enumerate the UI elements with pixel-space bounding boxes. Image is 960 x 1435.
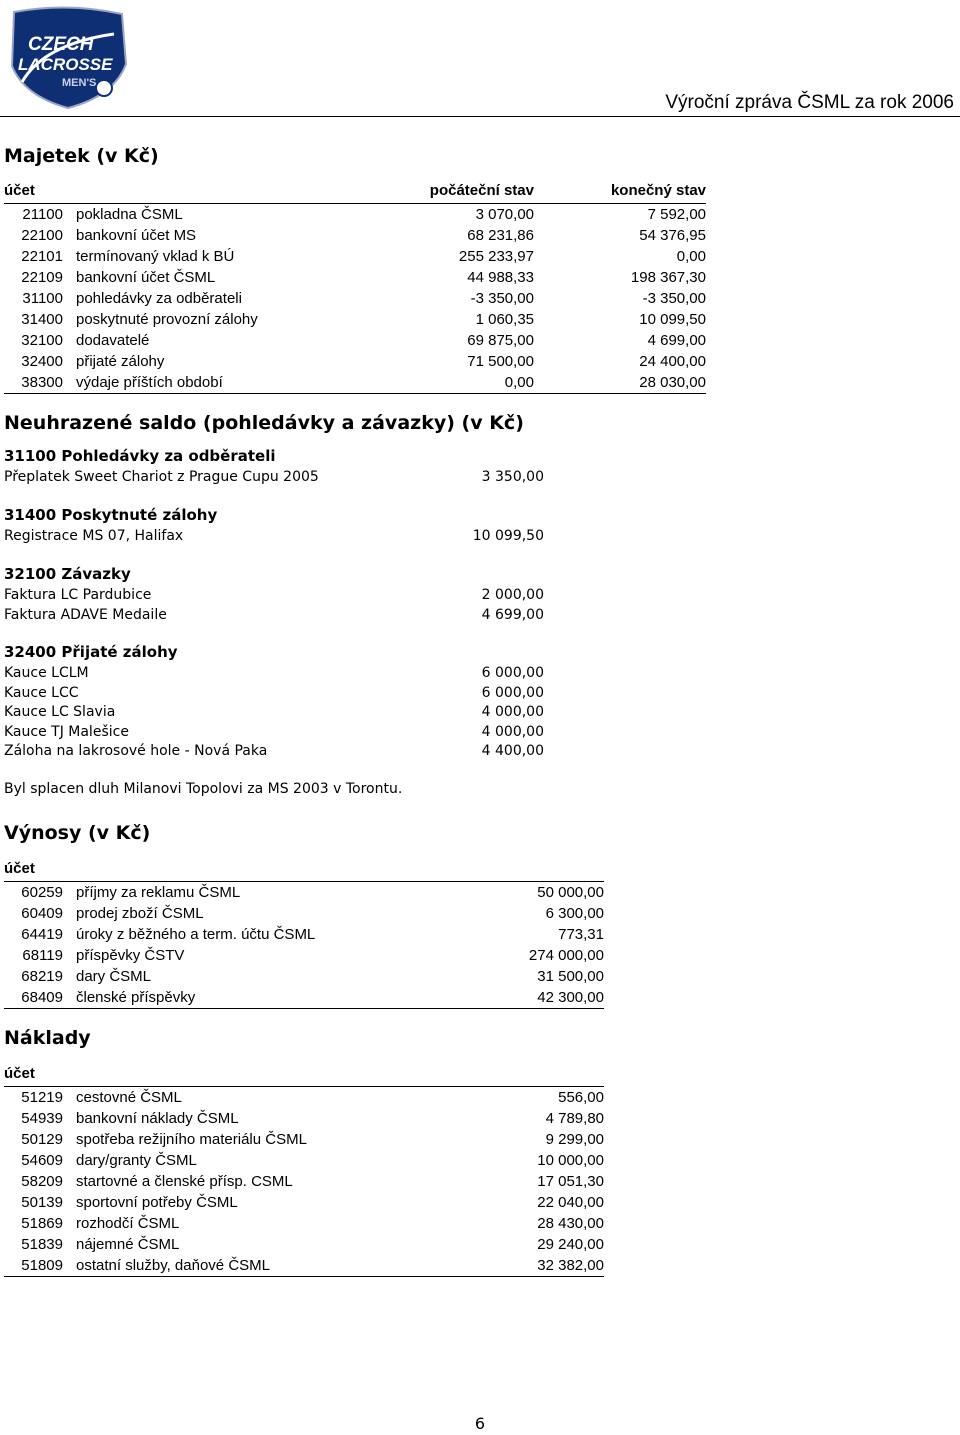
- saldo-item-amount: 6 000,00: [481, 665, 544, 681]
- account-code: 51869: [21, 1215, 63, 1232]
- saldo-item: [4, 467, 544, 487]
- account-code: 54609: [21, 1152, 63, 1169]
- account-code: 60259: [21, 884, 63, 901]
- account-code: 22101: [21, 248, 63, 265]
- saldo-title: Neuhrazené saldo (pohledávky a závazky) (v Kč): [4, 412, 524, 434]
- amount: 6 300,00: [545, 905, 604, 922]
- amount: 22 040,00: [537, 1194, 604, 1211]
- account-code: 60409: [21, 905, 63, 922]
- table-row: [4, 1087, 604, 1109]
- start-amount: 0,00: [354, 372, 534, 394]
- table-row: [4, 1255, 604, 1277]
- account-name: dary/granty ČSML: [76, 1152, 197, 1169]
- account-code: 22100: [21, 227, 63, 244]
- table-row: [4, 1192, 604, 1213]
- majetek-title: Majetek (v Kč): [4, 145, 159, 167]
- saldo-item: [4, 663, 544, 683]
- account-name: startovné a členské přísp. CSML: [76, 1173, 293, 1190]
- col-account: účet: [4, 178, 76, 204]
- account-name: rozhodčí ČSML: [76, 1215, 180, 1232]
- header-divider: [0, 116, 960, 117]
- account-name: bankovní účet ČSML: [76, 269, 216, 286]
- start-amount: 255 233,97: [458, 248, 534, 265]
- table-row: [4, 372, 706, 394]
- saldo-item: [4, 741, 544, 761]
- amount: 42 300,00: [414, 987, 604, 1009]
- amount: 773,31: [558, 926, 604, 943]
- account-name: dary ČSML: [76, 968, 152, 985]
- vynosy-header-row: [4, 856, 604, 882]
- saldo-group-head: 31400 Poskytnuté zálohy: [4, 506, 218, 524]
- account-code: 64419: [21, 926, 63, 943]
- amount: 29 240,00: [537, 1236, 604, 1253]
- saldo-group-head: 32400 Přijaté zálohy: [4, 643, 178, 661]
- end-amount: 4 699,00: [647, 332, 706, 349]
- saldo-item: [4, 702, 544, 722]
- account-code: 22109: [21, 269, 63, 286]
- table-row: [4, 267, 706, 288]
- amount: 17 051,30: [537, 1173, 604, 1190]
- account-name: výdaje příštích období: [76, 372, 354, 394]
- saldo-group-head: 31100 Pohledávky za odběrateli: [4, 447, 276, 465]
- saldo-item: [4, 683, 544, 703]
- saldo-item: [4, 722, 544, 742]
- account-name: úroky z běžného a term. účtu ČSML: [76, 926, 316, 943]
- table-row: [4, 1234, 604, 1255]
- naklady-header-row: [4, 1061, 604, 1087]
- account-name: bankovní účet MS: [76, 227, 197, 244]
- account-code: 31400: [21, 311, 63, 328]
- czech-lacrosse-logo: [4, 4, 132, 110]
- table-row: [4, 330, 706, 351]
- saldo-item-label: Faktura LC Pardubice: [4, 587, 152, 603]
- end-amount: 0,00: [676, 248, 706, 265]
- account-name: termínovaný vklad k BÚ: [76, 248, 235, 265]
- account-name: dodavatelé: [76, 332, 150, 349]
- account-name: příjmy za reklamu ČSML: [76, 884, 241, 901]
- account-name: nájemné ČSML: [76, 1236, 180, 1253]
- account-code: 54939: [21, 1110, 63, 1127]
- saldo-item-label: Kauce TJ Malešice: [4, 723, 129, 740]
- report-title: Výroční zpráva ČSML za rok 2006: [665, 92, 954, 113]
- saldo-item-amount: 2 000,00: [481, 587, 544, 603]
- amount: 556,00: [558, 1089, 604, 1106]
- col-account: účet: [4, 856, 76, 882]
- saldo-item-amount: 10 099,50: [472, 528, 544, 544]
- naklady-table: [4, 1061, 604, 1277]
- table-row: [4, 1213, 604, 1234]
- end-amount: -3 350,00: [642, 290, 706, 307]
- vynosy-title: Výnosy (v Kč): [4, 822, 151, 844]
- amount: 9 299,00: [545, 1131, 604, 1148]
- amount: 28 430,00: [537, 1215, 604, 1232]
- account-code: 51839: [21, 1236, 63, 1253]
- table-row: [4, 987, 604, 1009]
- end-amount: 24 400,00: [639, 353, 706, 370]
- end-amount: 54 376,95: [639, 227, 706, 244]
- table-row: [4, 882, 604, 904]
- amount: 10 000,00: [537, 1152, 604, 1169]
- vynosy-table: [4, 856, 604, 1009]
- naklady-title: Náklady: [4, 1027, 91, 1049]
- table-row: [4, 924, 604, 945]
- table-row: [4, 309, 706, 330]
- account-name: prodej zboží ČSML: [76, 905, 204, 922]
- table-row: [4, 1150, 604, 1171]
- col-end: konečný stav: [534, 178, 706, 204]
- amount: 4 789,80: [545, 1110, 604, 1127]
- amount: 32 382,00: [414, 1255, 604, 1277]
- account-code: 50139: [21, 1194, 63, 1211]
- start-amount: 68 231,86: [467, 227, 534, 244]
- amount: 31 500,00: [537, 968, 604, 985]
- account-code: 68219: [21, 968, 63, 985]
- saldo-item-amount: 6 000,00: [481, 684, 544, 701]
- table-row: [4, 903, 604, 924]
- account-name: cestovné ČSML: [76, 1089, 182, 1106]
- start-amount: 69 875,00: [467, 332, 534, 349]
- saldo-item: [4, 605, 544, 625]
- saldo-item-label: Přeplatek Sweet Chariot z Prague Cupu 2005: [4, 469, 319, 485]
- account-code: 50129: [21, 1131, 63, 1148]
- account-code: 51809: [4, 1255, 76, 1277]
- page-number: 6: [474, 1414, 486, 1433]
- account-code: 32400: [21, 353, 63, 370]
- account-code: 31100: [22, 290, 63, 307]
- saldo-item-amount: 4 400,00: [481, 743, 544, 760]
- logo-text-lacrosse: LACROSSE: [18, 55, 113, 74]
- saldo-item: [4, 526, 544, 546]
- col-start: počáteční stav: [354, 178, 534, 204]
- account-name: pohledávky za odběrateli: [76, 290, 242, 307]
- saldo-item-amount: 4 000,00: [481, 723, 544, 740]
- table-row: [4, 1108, 604, 1129]
- account-code: 51219: [21, 1089, 63, 1106]
- account-name: příspěvky ČSTV: [76, 947, 185, 964]
- table-row: [4, 945, 604, 966]
- table-row: [4, 246, 706, 267]
- majetek-table: [4, 178, 706, 394]
- end-amount: 28 030,00: [534, 372, 706, 394]
- account-code: 32100: [21, 332, 63, 349]
- saldo-item-label: Záloha na lakrosové hole - Nová Paka: [4, 743, 268, 760]
- account-name: spotřeba režijního materiálu ČSML: [76, 1131, 307, 1148]
- account-name: sportovní potřeby ČSML: [76, 1194, 238, 1211]
- amount: 50 000,00: [537, 884, 604, 901]
- account-name: přijaté zálohy: [76, 353, 165, 370]
- start-amount: 71 500,00: [467, 353, 534, 370]
- account-name: ostatní služby, daňové ČSML: [76, 1255, 414, 1277]
- table-row: [4, 288, 706, 309]
- col-account: účet: [4, 1061, 76, 1087]
- table-row: [4, 225, 706, 246]
- saldo-item-label: Kauce LCLM: [4, 665, 89, 681]
- account-code: 38300: [4, 372, 76, 394]
- saldo-item-amount: 4 699,00: [481, 606, 544, 623]
- account-name: pokladna ČSML: [76, 206, 183, 223]
- end-amount: 10 099,50: [639, 311, 706, 328]
- end-amount: 198 367,30: [630, 269, 706, 286]
- table-row: [4, 351, 706, 372]
- account-name: členské příspěvky: [76, 987, 414, 1009]
- saldo-item-label: Kauce LCC: [4, 684, 79, 701]
- start-amount: 3 070,00: [475, 206, 534, 223]
- account-name: poskytnuté provozní zálohy: [76, 311, 258, 328]
- table-row: [4, 1129, 604, 1150]
- start-amount: 1 060,35: [475, 311, 534, 328]
- amount: 274 000,00: [528, 947, 604, 964]
- saldo-item-label: Registrace MS 07, Halifax: [4, 528, 184, 544]
- end-amount: 7 592,00: [647, 206, 706, 223]
- account-code: 58209: [21, 1173, 63, 1190]
- saldo-group-head: 32100 Závazky: [4, 565, 131, 583]
- saldo-item-label: Faktura ADAVE Medaile: [4, 606, 167, 623]
- saldo-item-amount: 4 000,00: [481, 704, 544, 721]
- logo-text-czech: CZECH: [28, 34, 94, 55]
- account-code: 21100: [22, 206, 63, 223]
- account-code: 68119: [22, 947, 63, 964]
- table-row: [4, 204, 706, 226]
- saldo-note: Byl splacen dluh Milanovi Topolovi za MS 2003 v Torontu.: [4, 781, 403, 797]
- table-row: [4, 1171, 604, 1192]
- account-code: 68409: [4, 987, 76, 1009]
- saldo-item-label: Kauce LC Slavia: [4, 704, 116, 721]
- majetek-header-row: [4, 178, 706, 204]
- saldo-item: [4, 585, 544, 605]
- saldo-item-amount: 3 350,00: [481, 469, 544, 485]
- account-name: bankovní náklady ČSML: [76, 1110, 239, 1127]
- table-row: [4, 966, 604, 987]
- start-amount: -3 350,00: [470, 290, 534, 307]
- start-amount: 44 988,33: [467, 269, 534, 286]
- logo-text-mens: MEN'S: [62, 77, 97, 89]
